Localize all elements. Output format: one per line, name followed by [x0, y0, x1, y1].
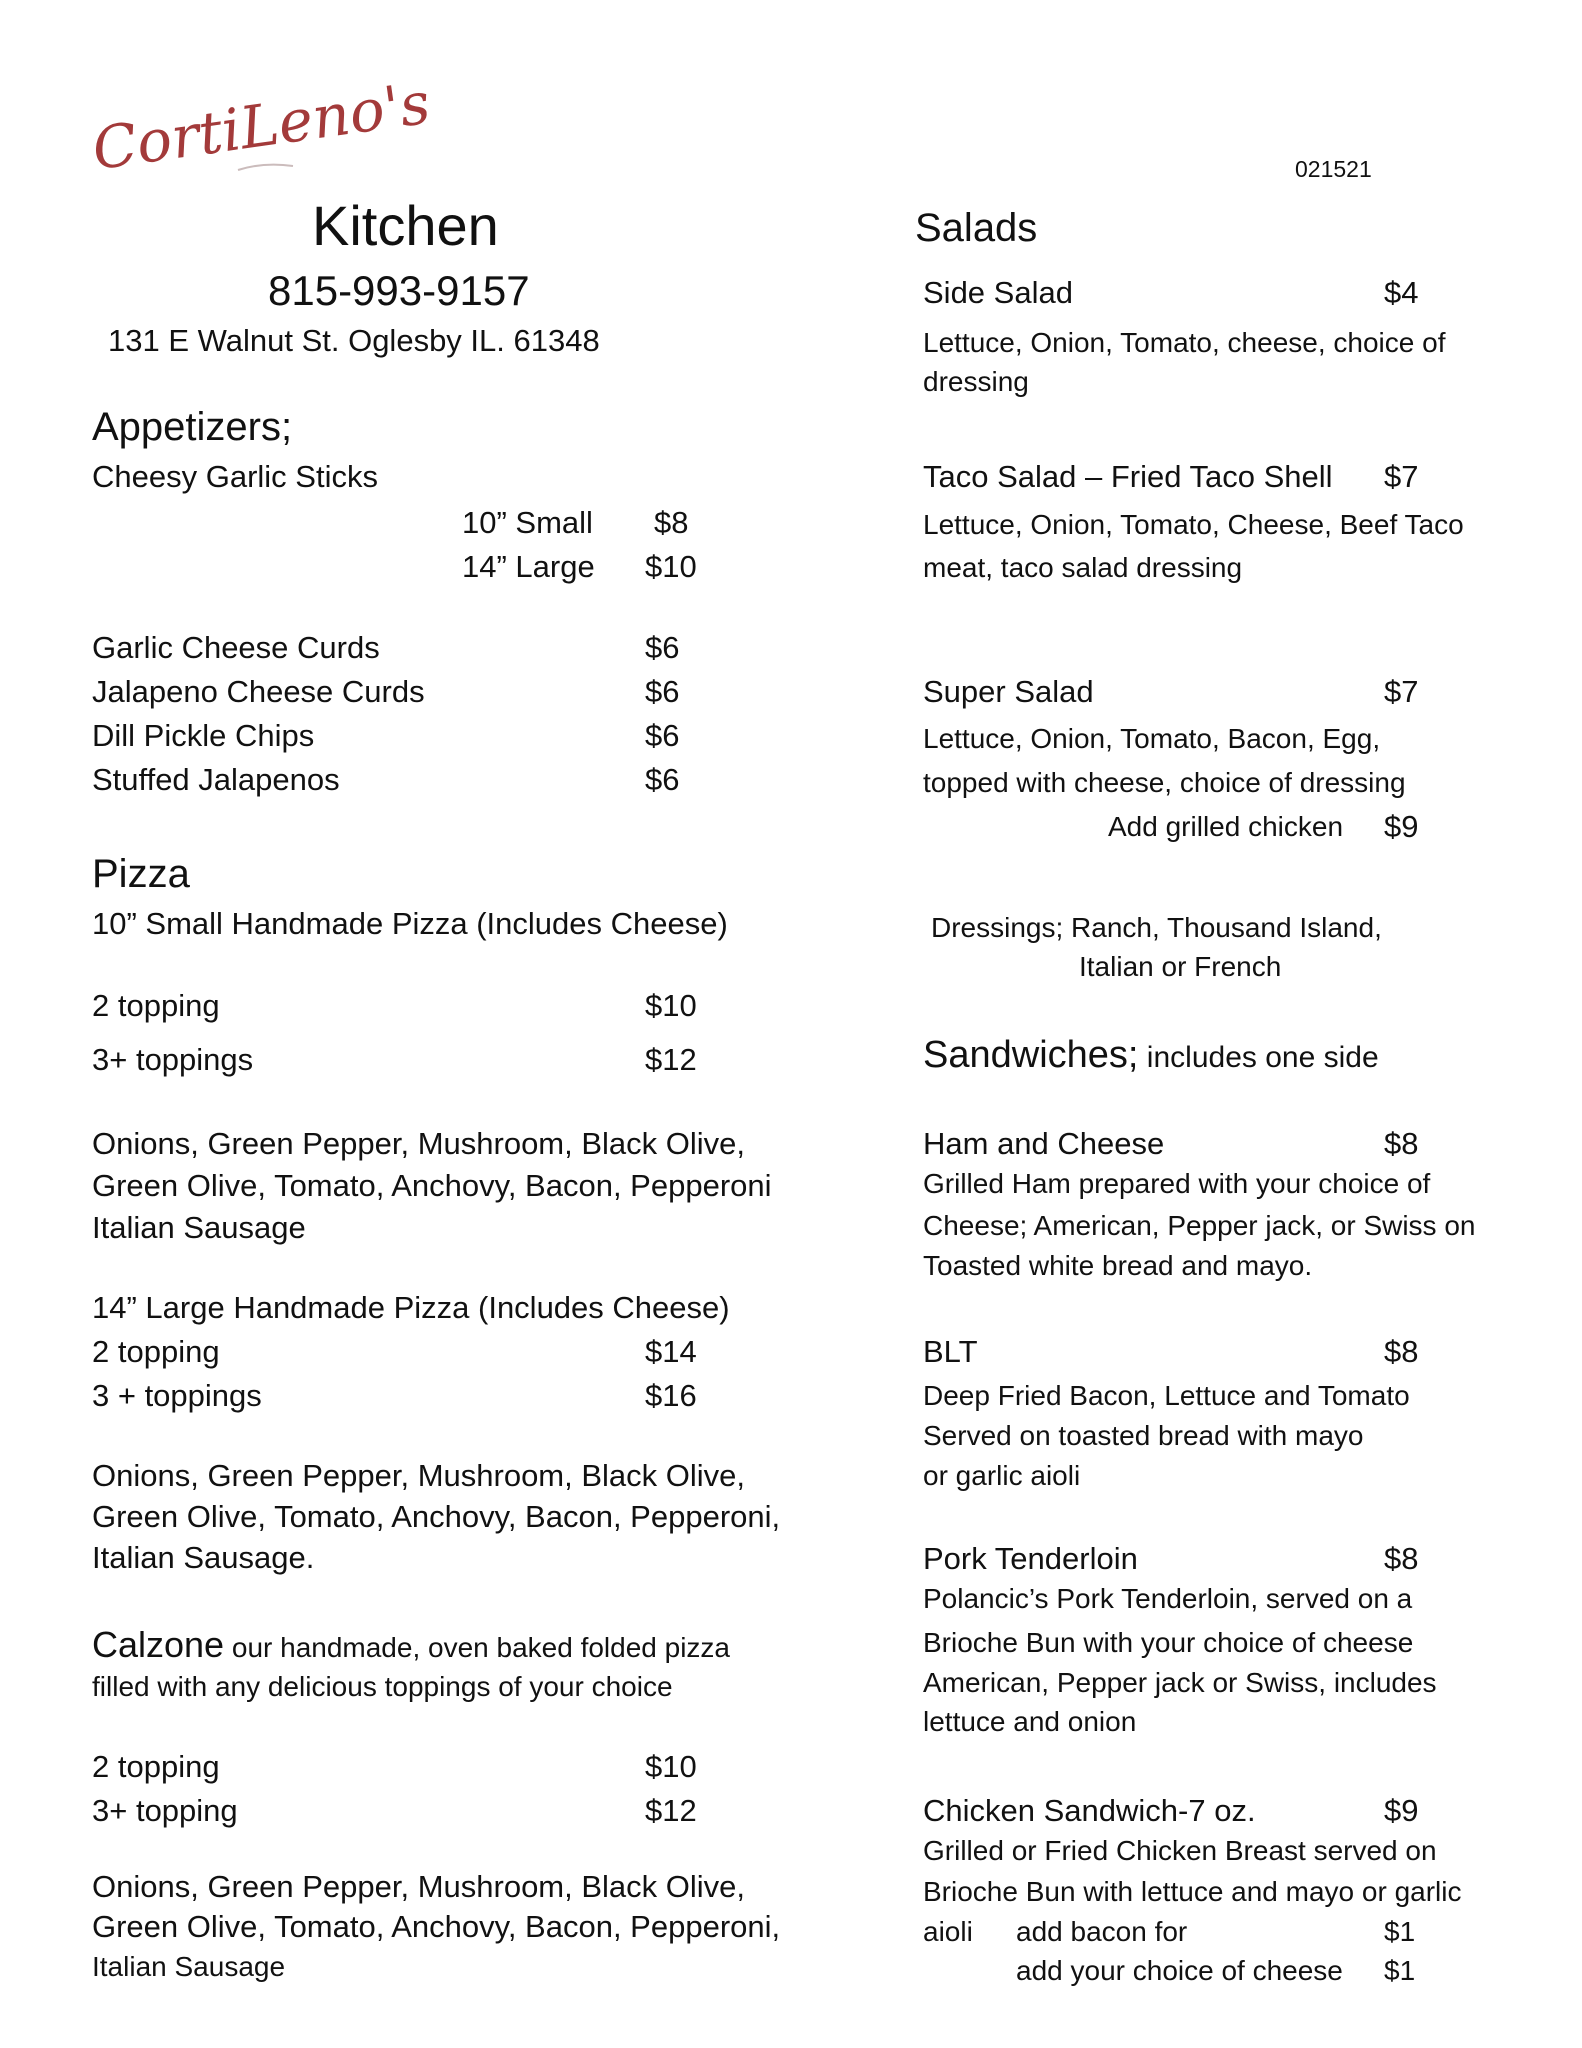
- sandwich-price: $8: [1384, 1334, 1419, 1369]
- addon-price: $9: [1384, 809, 1419, 844]
- sandwich-name: Ham and Cheese: [923, 1126, 1165, 1161]
- sandwich-desc: Served on toasted bread with mayo: [923, 1420, 1364, 1451]
- cortilenos-logo: [88, 68, 435, 184]
- topping-list-line: Green Olive, Tomato, Anchovy, Bacon, Pepperoni,: [92, 1909, 781, 1944]
- sandwich-name: Pork Tenderloin: [923, 1541, 1138, 1576]
- add-bacon-price: $1: [1384, 1916, 1416, 1947]
- salad-name: Side Salad: [923, 275, 1073, 310]
- large-pizza-option: 2 topping: [92, 1334, 220, 1369]
- garlic-sticks-size-label: 10” Small: [462, 505, 593, 540]
- calzone-tagline-line2: filled with any delicious toppings of your choice: [92, 1671, 673, 1702]
- menu-item-price: $6: [645, 674, 680, 709]
- sandwich-desc: Polancic’s Pork Tenderloin, served on a: [923, 1583, 1413, 1614]
- topping-list-line: Italian Sausage: [92, 1210, 306, 1245]
- menu-item-name: Stuffed Jalapenos: [92, 762, 340, 797]
- menu-item-name: Jalapeno Cheese Curds: [92, 674, 425, 709]
- appetizers-heading: Appetizers;: [92, 405, 293, 449]
- sandwich-desc: Deep Fried Bacon, Lettuce and Tomato: [923, 1380, 1410, 1411]
- menu-item-name: Garlic Cheese Curds: [92, 630, 380, 665]
- salad-desc: Lettuce, Onion, Tomato, Bacon, Egg,: [923, 723, 1381, 754]
- add-bacon-label: add bacon for: [1016, 1916, 1188, 1947]
- add-cheese-label: add your choice of cheese: [1016, 1955, 1343, 1986]
- topping-list-line: Italian Sausage.: [92, 1540, 315, 1575]
- small-pizza-price: $12: [645, 1042, 697, 1077]
- calzone-heading: Calzone: [92, 1624, 225, 1665]
- large-pizza-title: 14” Large Handmade Pizza (Includes Cheese): [92, 1290, 730, 1325]
- sandwich-desc: Brioche Bun with your choice of cheese: [923, 1627, 1414, 1658]
- sandwich-desc: lettuce and onion: [923, 1706, 1137, 1737]
- sandwich-desc: Grilled or Fried Chicken Breast served on: [923, 1835, 1437, 1866]
- salad-name: Super Salad: [923, 674, 1094, 709]
- address: 131 E Walnut St. Oglesby IL. 61348: [108, 323, 600, 358]
- menu-item-price: $6: [645, 630, 680, 665]
- phone-number: 815-993-9157: [268, 267, 530, 314]
- garlic-sticks-name: Cheesy Garlic Sticks: [92, 459, 378, 494]
- garlic-sticks-size-label: 14” Large: [462, 549, 595, 584]
- menu-item-price: $6: [645, 718, 680, 753]
- large-pizza-price: $16: [645, 1378, 697, 1413]
- small-pizza-option: 3+ toppings: [92, 1042, 254, 1077]
- calzone-option: 2 topping: [92, 1749, 220, 1784]
- salad-desc: meat, taco salad dressing: [923, 552, 1243, 583]
- sandwich-desc: American, Pepper jack or Swiss, includes: [923, 1667, 1437, 1698]
- topping-list-line: Italian Sausage: [92, 1951, 286, 1982]
- menu-code: 021521: [1295, 156, 1372, 182]
- salad-price: $7: [1384, 459, 1419, 494]
- sandwich-name: Chicken Sandwich-7 oz.: [923, 1793, 1256, 1828]
- sandwiches-subheading: includes one side: [1138, 1041, 1379, 1074]
- sandwich-price: $9: [1384, 1793, 1419, 1828]
- sandwich-desc: Toasted white bread and mayo.: [923, 1250, 1313, 1281]
- calzone-price: $12: [645, 1793, 697, 1828]
- salads-heading: Salads: [915, 206, 1038, 250]
- calzone-tagline: our handmade, oven baked folded pizza: [224, 1632, 731, 1663]
- calzone-header: [92, 1624, 730, 1666]
- chicken-extras-lead: aioli: [923, 1916, 973, 1947]
- calzone-price: $10: [645, 1749, 697, 1784]
- large-pizza-price: $14: [645, 1334, 697, 1369]
- topping-list-line: Onions, Green Pepper, Mushroom, Black Olive,: [92, 1126, 746, 1161]
- small-pizza-price: $10: [645, 988, 697, 1023]
- add-cheese-price: $1: [1384, 1955, 1416, 1986]
- sandwich-price: $8: [1384, 1541, 1419, 1576]
- logo-text: CortiLeno's: [88, 68, 435, 184]
- garlic-sticks-size-price: $10: [645, 549, 697, 584]
- topping-list-line: Onions, Green Pepper, Mushroom, Black Olive,: [92, 1458, 746, 1493]
- salad-desc: Lettuce, Onion, Tomato, cheese, choice of: [923, 327, 1446, 358]
- page-title: Kitchen: [312, 194, 499, 257]
- salad-desc: Lettuce, Onion, Tomato, Cheese, Beef Taco: [923, 509, 1464, 540]
- addon-label: Add grilled chicken: [1108, 811, 1344, 842]
- salad-name: Taco Salad – Fried Taco Shell: [923, 459, 1333, 494]
- menu-item-price: $6: [645, 762, 680, 797]
- sandwich-desc: or garlic aioli: [923, 1460, 1081, 1491]
- pizza-heading: Pizza: [92, 852, 190, 896]
- sandwich-price: $8: [1384, 1126, 1419, 1161]
- sandwiches-header: [923, 1034, 1379, 1077]
- menu-item-name: Dill Pickle Chips: [92, 718, 315, 753]
- sandwich-desc: Cheese; American, Pepper jack, or Swiss on: [923, 1210, 1476, 1241]
- small-pizza-title: 10” Small Handmade Pizza (Includes Cheese): [92, 906, 728, 941]
- sandwich-desc: Grilled Ham prepared with your choice of: [923, 1168, 1431, 1199]
- topping-list-line: Onions, Green Pepper, Mushroom, Black Olive,: [92, 1869, 746, 1904]
- topping-list-line: Green Olive, Tomato, Anchovy, Bacon, Pepperoni: [92, 1168, 772, 1203]
- sandwich-name: BLT: [923, 1334, 978, 1369]
- garlic-sticks-size-price: $8: [654, 505, 689, 540]
- large-pizza-option: 3 + toppings: [92, 1378, 262, 1413]
- dressings-line: Italian or French: [1079, 951, 1282, 982]
- salad-desc: topped with cheese, choice of dressing: [923, 767, 1406, 798]
- sandwich-desc: Brioche Bun with lettuce and mayo or garlic: [923, 1876, 1462, 1907]
- calzone-option: 3+ topping: [92, 1793, 238, 1828]
- salad-price: $7: [1384, 674, 1419, 709]
- topping-list-line: Green Olive, Tomato, Anchovy, Bacon, Pepperoni,: [92, 1499, 781, 1534]
- small-pizza-option: 2 topping: [92, 988, 220, 1023]
- dressings-line: Dressings; Ranch, Thousand Island,: [931, 912, 1382, 943]
- salad-desc: dressing: [923, 366, 1029, 397]
- salad-price: $4: [1384, 275, 1419, 310]
- sandwiches-heading: Sandwiches;: [923, 1034, 1139, 1076]
